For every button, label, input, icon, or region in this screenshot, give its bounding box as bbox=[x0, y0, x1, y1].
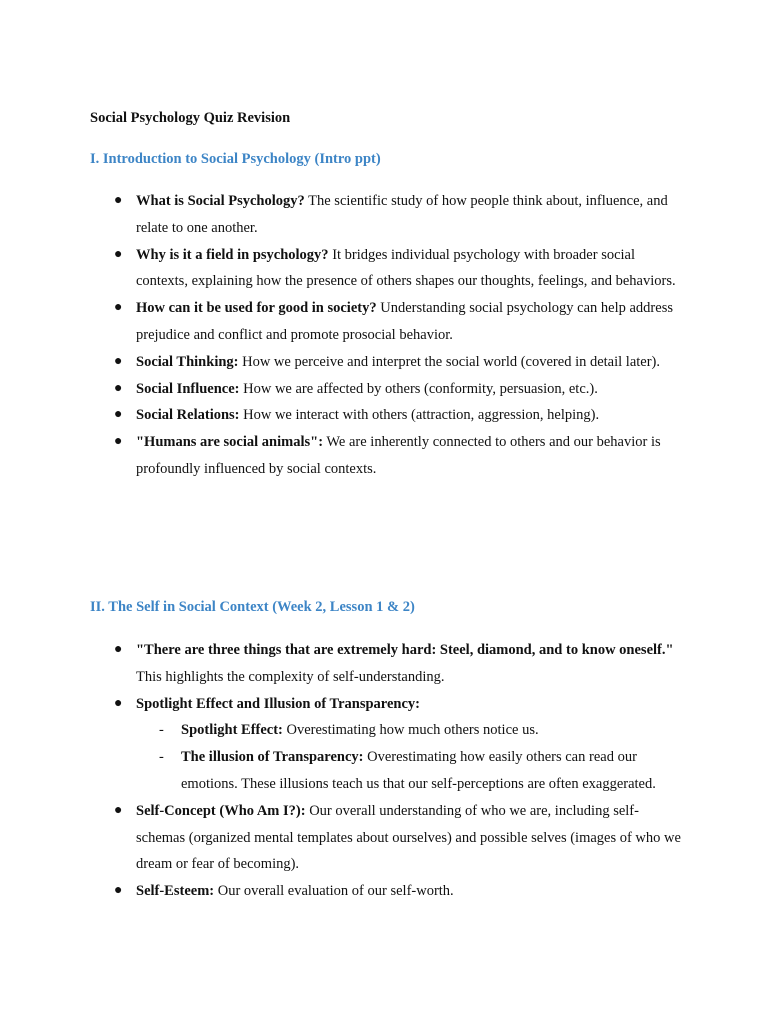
list-item bbox=[114, 637, 682, 691]
item-term: The illusion of Transparency: bbox=[181, 749, 364, 766]
item-text: Overestimating how easily others can read our emotions. These illusions teach us that our self-perceptions are often exaggerated. bbox=[181, 749, 656, 792]
list-item bbox=[114, 798, 682, 878]
list-item bbox=[114, 402, 682, 429]
item-text: How we interact with others (attraction, aggression, helping). bbox=[239, 407, 600, 424]
bullet-icon: ● bbox=[114, 300, 123, 316]
section-list-intro bbox=[114, 188, 682, 483]
item-term: Social Thinking: bbox=[136, 353, 239, 370]
item-term: Spotlight Effect and Illusion of Transparency: bbox=[136, 695, 420, 712]
dash-icon: - bbox=[159, 722, 164, 739]
item-term: What is Social Psychology? bbox=[136, 193, 305, 209]
bullet-icon: ● bbox=[114, 695, 123, 711]
bullet-icon: ● bbox=[114, 193, 123, 208]
item-text: This highlights the complexity of self-understanding. bbox=[136, 668, 445, 685]
item-text: We are inherently connected to others and our behavior is profoundly influenced by social contexts. bbox=[136, 434, 661, 477]
item-text: How we perceive and interpret the social world (covered in detail later). bbox=[238, 353, 661, 370]
bullet-icon: ● bbox=[114, 353, 123, 369]
bullet-icon: ● bbox=[114, 434, 123, 450]
item-text: How we are affected by others (conformity, persuasion, etc.). bbox=[239, 380, 598, 397]
bullet-icon: ● bbox=[114, 246, 123, 262]
sub-list-item bbox=[159, 717, 682, 744]
bullet-icon: ● bbox=[114, 380, 123, 396]
item-term: Why is it a field in psychology? bbox=[136, 246, 329, 263]
bullet-icon: ● bbox=[114, 642, 123, 657]
list-item bbox=[114, 429, 682, 483]
section-heading-self: II. The Self in Social Context (Week 2, Lesson 1 & 2) bbox=[90, 599, 415, 615]
bullet-icon: ● bbox=[114, 802, 123, 818]
item-term: Self-Esteem: bbox=[136, 883, 215, 900]
item-term: Social Relations: bbox=[136, 407, 240, 424]
item-term: Social Influence: bbox=[136, 380, 240, 397]
bullet-icon: ● bbox=[114, 407, 123, 423]
bullet-icon: ● bbox=[114, 883, 123, 899]
item-term: How can it be used for good in society? bbox=[136, 300, 377, 317]
item-text: The scientific study of how people think about, influence, and relate to one another. bbox=[136, 193, 668, 236]
list-item bbox=[114, 878, 682, 905]
item-text: Understanding social psychology can help address prejudice and conflict and promote prosocial behavior. bbox=[136, 300, 673, 343]
list-item bbox=[114, 691, 682, 798]
list-item bbox=[114, 295, 682, 349]
item-term: "Humans are social animals": bbox=[136, 434, 324, 451]
section-list-self bbox=[114, 637, 682, 905]
dash-icon: - bbox=[159, 749, 164, 766]
list-item bbox=[114, 349, 682, 376]
sub-list-item bbox=[159, 744, 682, 798]
item-text: It bridges individual psychology with broader social contexts, explaining how the presence of others shapes our thoughts, feelings, and behaviors. bbox=[136, 246, 676, 290]
item-term: Self-Concept (Who Am I?): bbox=[136, 802, 306, 819]
item-term: Spotlight Effect: bbox=[181, 722, 283, 739]
document-title: Social Psychology Quiz Revision bbox=[90, 110, 291, 126]
section-heading-intro: I. Introduction to Social Psychology (Intro ppt) bbox=[90, 151, 381, 167]
list-item bbox=[114, 376, 682, 403]
sub-list bbox=[136, 717, 682, 797]
item-text: Our overall evaluation of our self-worth. bbox=[214, 883, 454, 900]
item-term: "There are three things that are extremely hard: Steel, diamond, and to know oneself." bbox=[136, 642, 674, 658]
list-item bbox=[114, 242, 682, 296]
item-text: Overestimating how much others notice us. bbox=[282, 722, 539, 739]
item-text: Our overall understanding of who we are, including self-schemas (organized mental templates about ourselves) and possible selves (images of who we dream or fear of becoming). bbox=[136, 802, 681, 873]
list-item bbox=[114, 188, 682, 242]
